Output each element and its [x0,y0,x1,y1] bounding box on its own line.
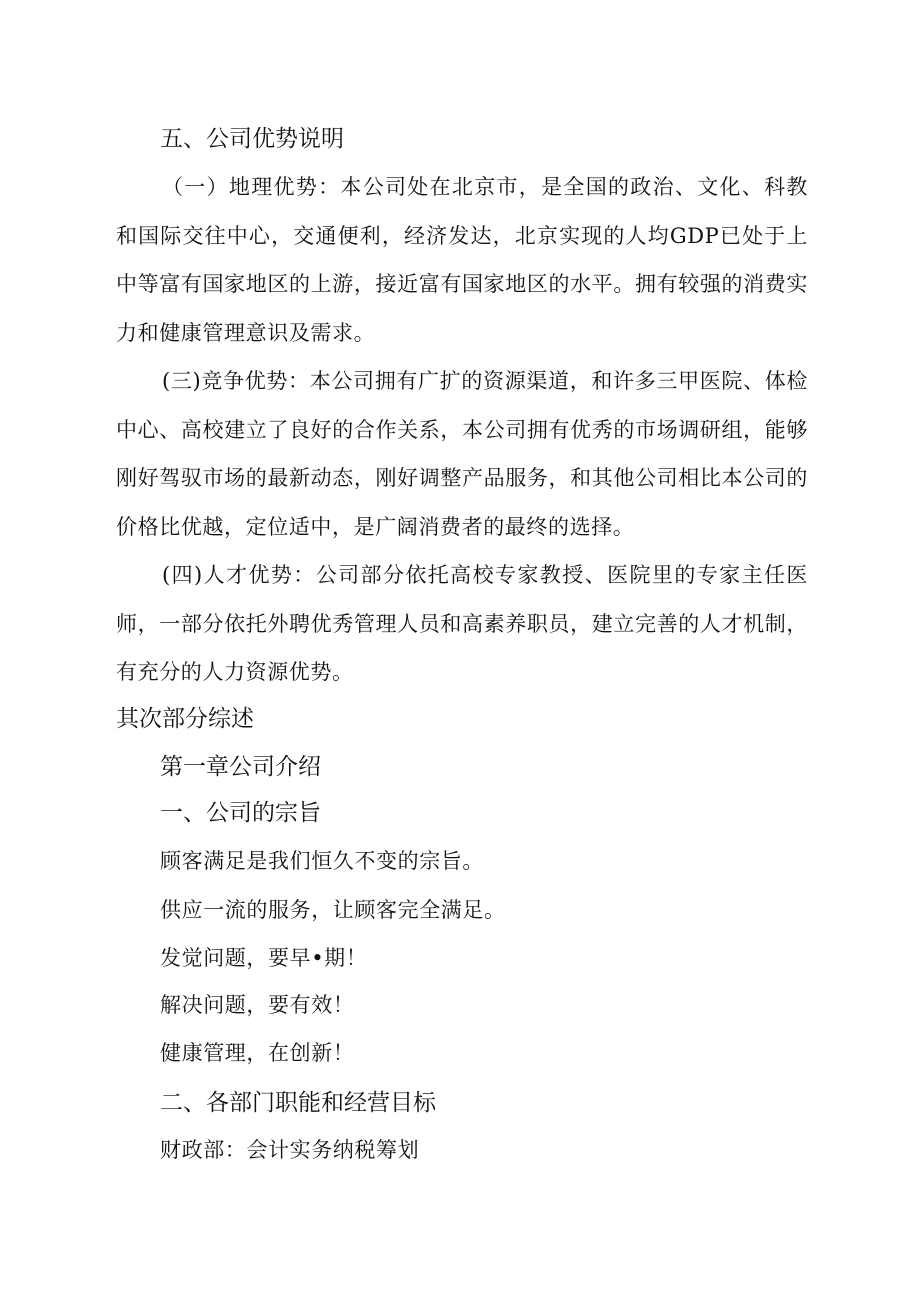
paragraph-geographic-advantage: （一）地理优势：本公司处在北京市，是全国的政治、文化、科教和国际交往中心，交通便利，经济发达，北京实现的人均GDP已处于上中等富有国家地区的上游，接近富有国家地区的水平。拥有较强的消费实力和健康管理意识及需求。 [116,175,808,345]
part-heading-overview: 其次部分综述 [116,706,254,732]
subheading-department-functions: 二、各部门职能和经营目标 [160,1090,436,1116]
purpose-line: 顾客满足是我们恒久不变的宗旨。 [160,849,484,873]
purpose-line: 解决问题，要有效！ [160,993,355,1017]
subheading-company-purpose: 一、公司的宗旨 [160,800,321,826]
paragraph-competitive-advantage: (三)竞争优势：本公司拥有广扩的资源渠道，和许多三甲医院、体检中心、高校建立了良好的合作关系，本公司拥有优秀的市场调研组，能够刚好驾驭市场的最新动态，刚好调整产品服务，和其他公司相比本公司的价格比优越，定位适中，是广阔消费者的最终的选择。 [116,369,808,539]
paragraph-talent-advantage: (四)人才优势：公司部分依托高校专家教授、医院里的专家主任医师，一部分依托外聘优秀管理人员和高素养职员，建立完善的人才机制，有充分的人力资源优势。 [116,563,808,684]
section-heading-company-advantages: 五、公司优势说明 [160,126,344,152]
purpose-line: 健康管理，在创新！ [160,1041,355,1065]
chapter-heading-company-intro: 第一章公司介绍 [160,754,321,780]
department-line-finance: 财政部：会计实务纳税筹划 [160,1138,420,1162]
purpose-line: 发觉问题，要早•期！ [160,946,368,970]
purpose-line: 供应一流的服务，让顾客完全满足。 [160,898,506,922]
